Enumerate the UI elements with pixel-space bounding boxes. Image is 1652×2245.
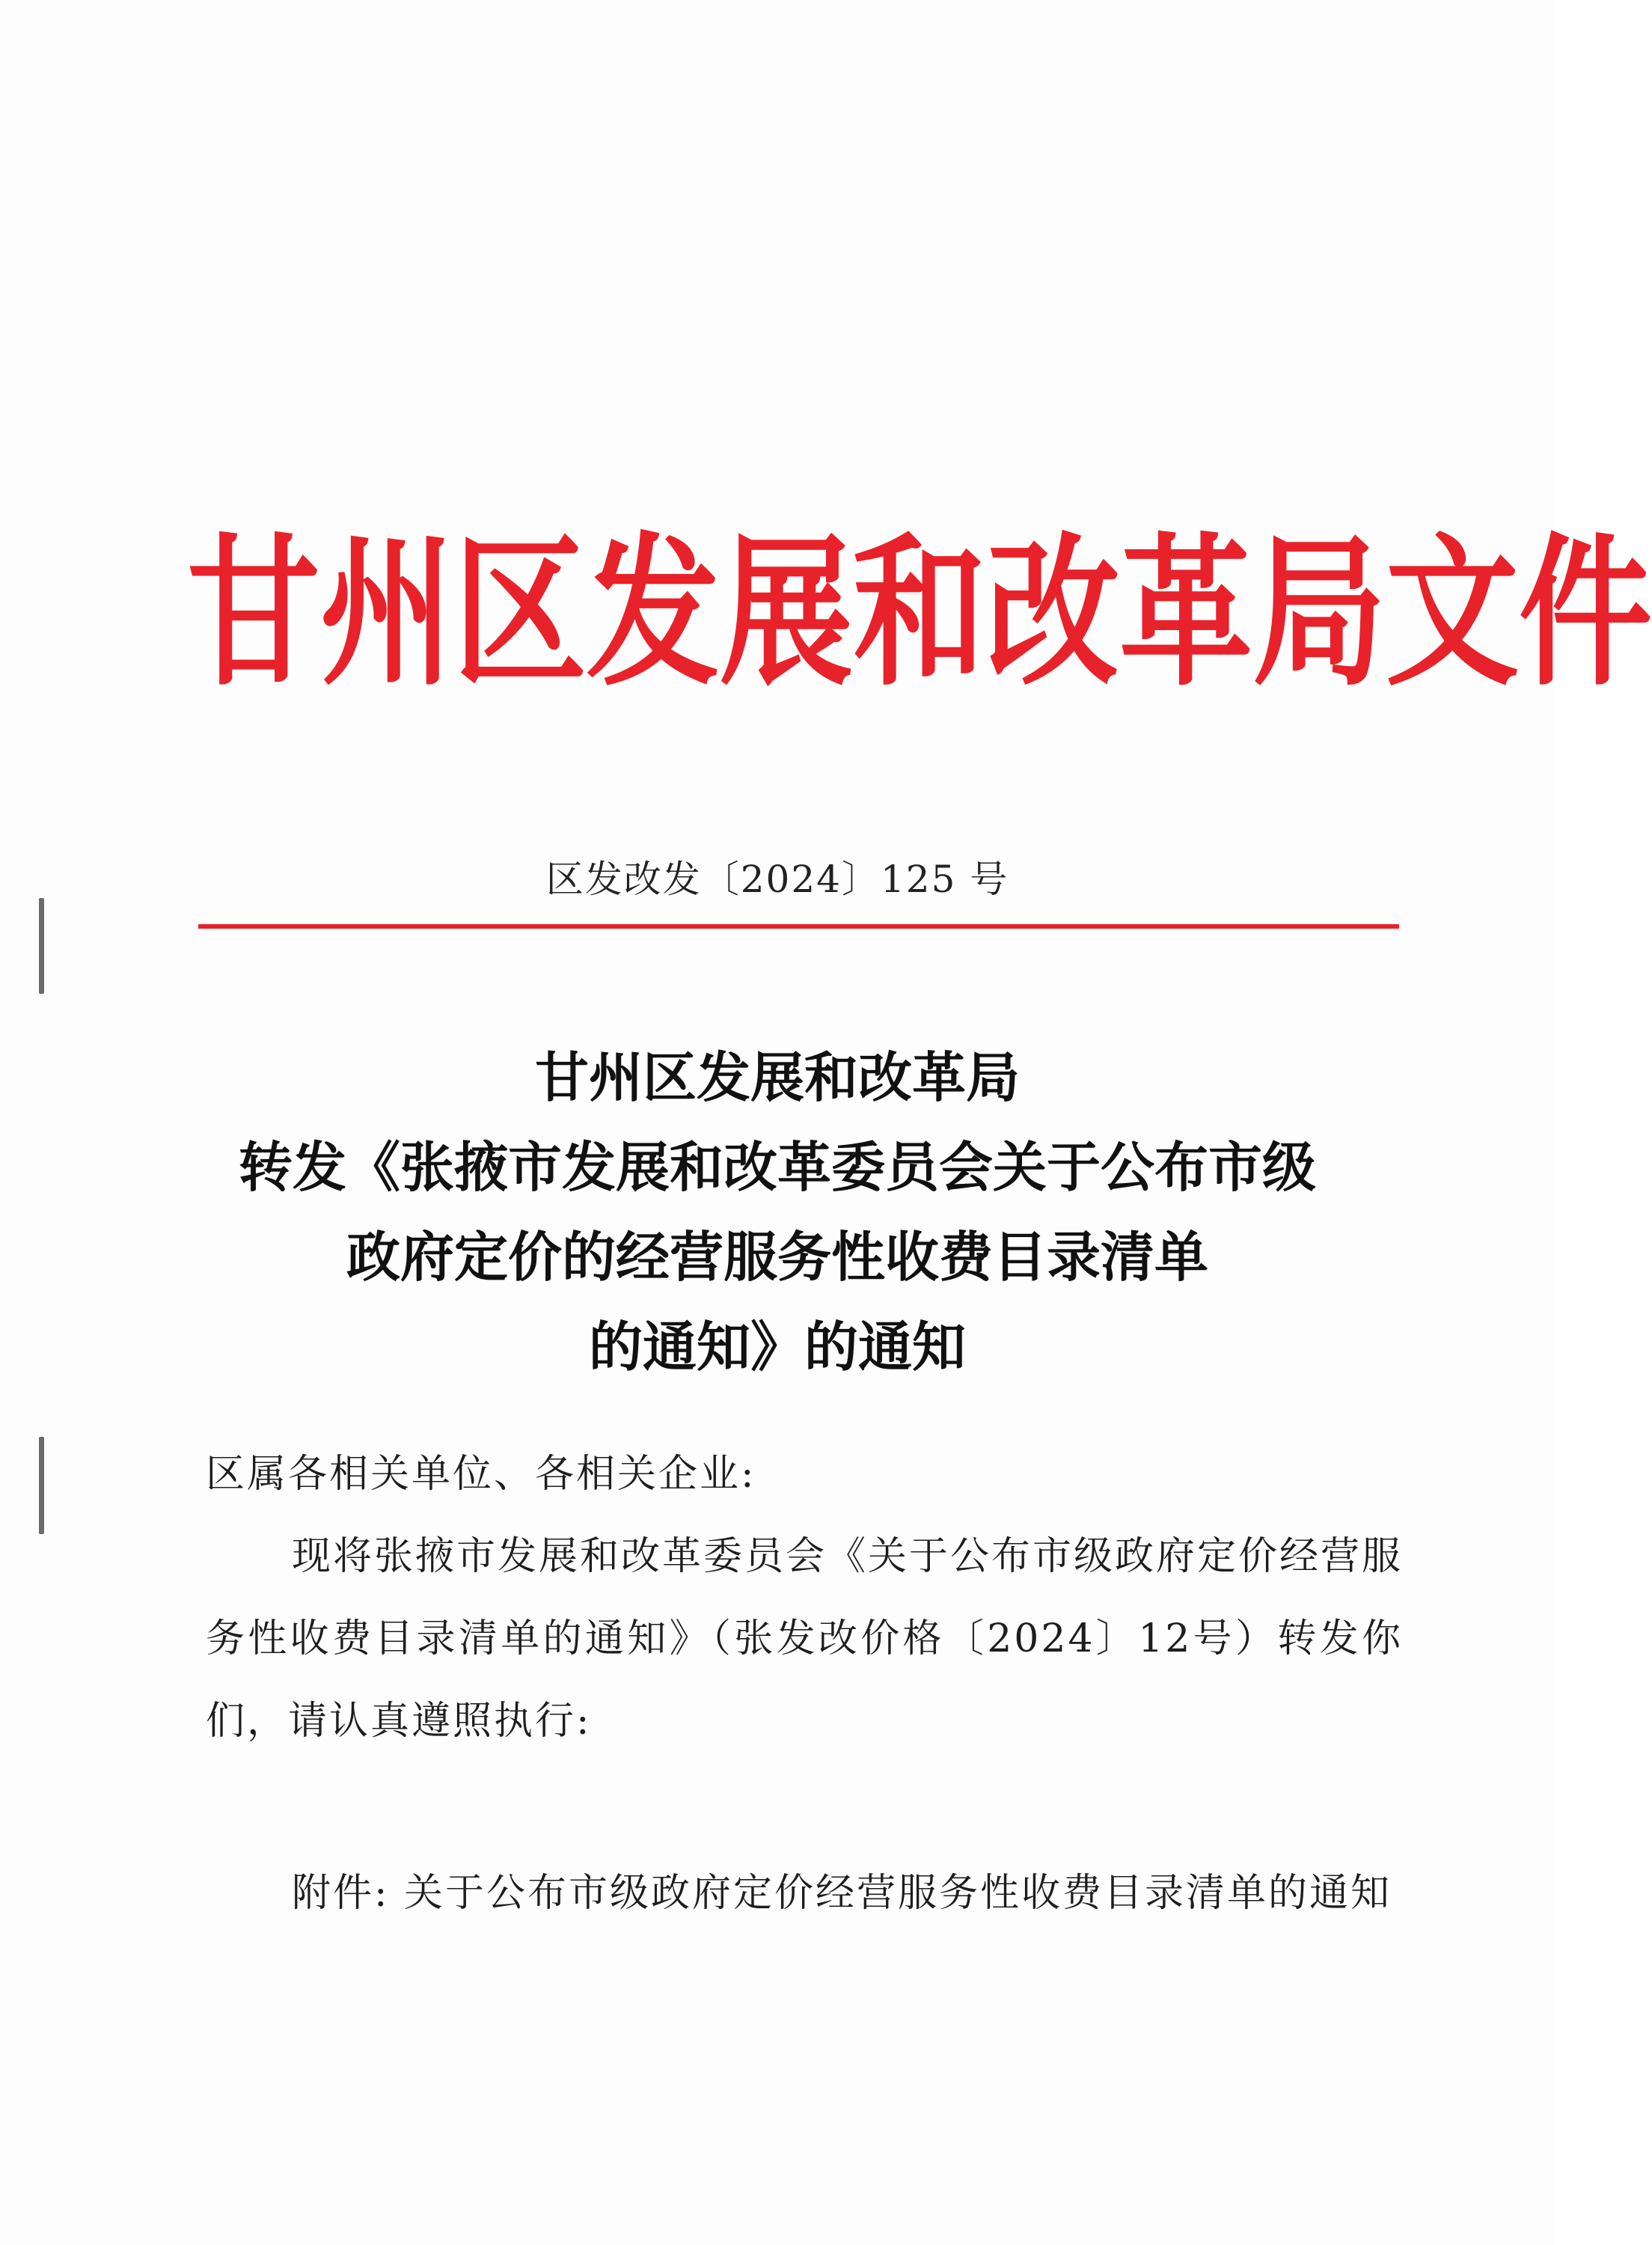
masthead-char: 革 bbox=[1119, 519, 1252, 708]
masthead-char: 甘 bbox=[187, 519, 320, 708]
masthead-char: 州 bbox=[320, 519, 453, 708]
title-line: 的通知》的通知 bbox=[588, 1315, 966, 1378]
attachment-line: 附件: 关于公布市级政府定价经营服务性收费目录清单的通知 bbox=[292, 1871, 1392, 1916]
masthead-char: 改 bbox=[986, 519, 1119, 708]
document-number: 区发改发〔2024〕125 号 bbox=[545, 858, 1009, 901]
title-line: 甘州区发展和改革局 bbox=[534, 1045, 1020, 1109]
masthead-char: 发 bbox=[587, 519, 720, 708]
document-title bbox=[0, 1033, 1555, 1392]
masthead-char: 局 bbox=[1252, 519, 1386, 708]
salutation: 区属各相关单位、各相关企业: bbox=[206, 1452, 756, 1497]
title-line: 转发《张掖市发展和改革委员会关于公布市级 bbox=[238, 1135, 1316, 1199]
masthead-char: 展 bbox=[720, 519, 853, 708]
masthead-char: 和 bbox=[853, 519, 986, 708]
binding-mark-lower bbox=[39, 1437, 44, 1534]
masthead-char: 文 bbox=[1386, 519, 1519, 708]
red-separator-line bbox=[198, 924, 1399, 929]
red-masthead bbox=[187, 504, 1652, 724]
masthead-char: 区 bbox=[453, 519, 587, 708]
body-paragraph: 现将张掖市发展和改革委员会《关于公布市级政府定价经营服务性收费目录清单的通知》（张发改价格〔2024〕12号）转发你们，请认真遵照执行: bbox=[206, 1534, 1404, 1744]
binding-mark-upper bbox=[39, 898, 44, 994]
title-line: 政府定价的经营服务性收费目录清单 bbox=[346, 1225, 1208, 1289]
masthead-char: 件 bbox=[1519, 519, 1652, 708]
